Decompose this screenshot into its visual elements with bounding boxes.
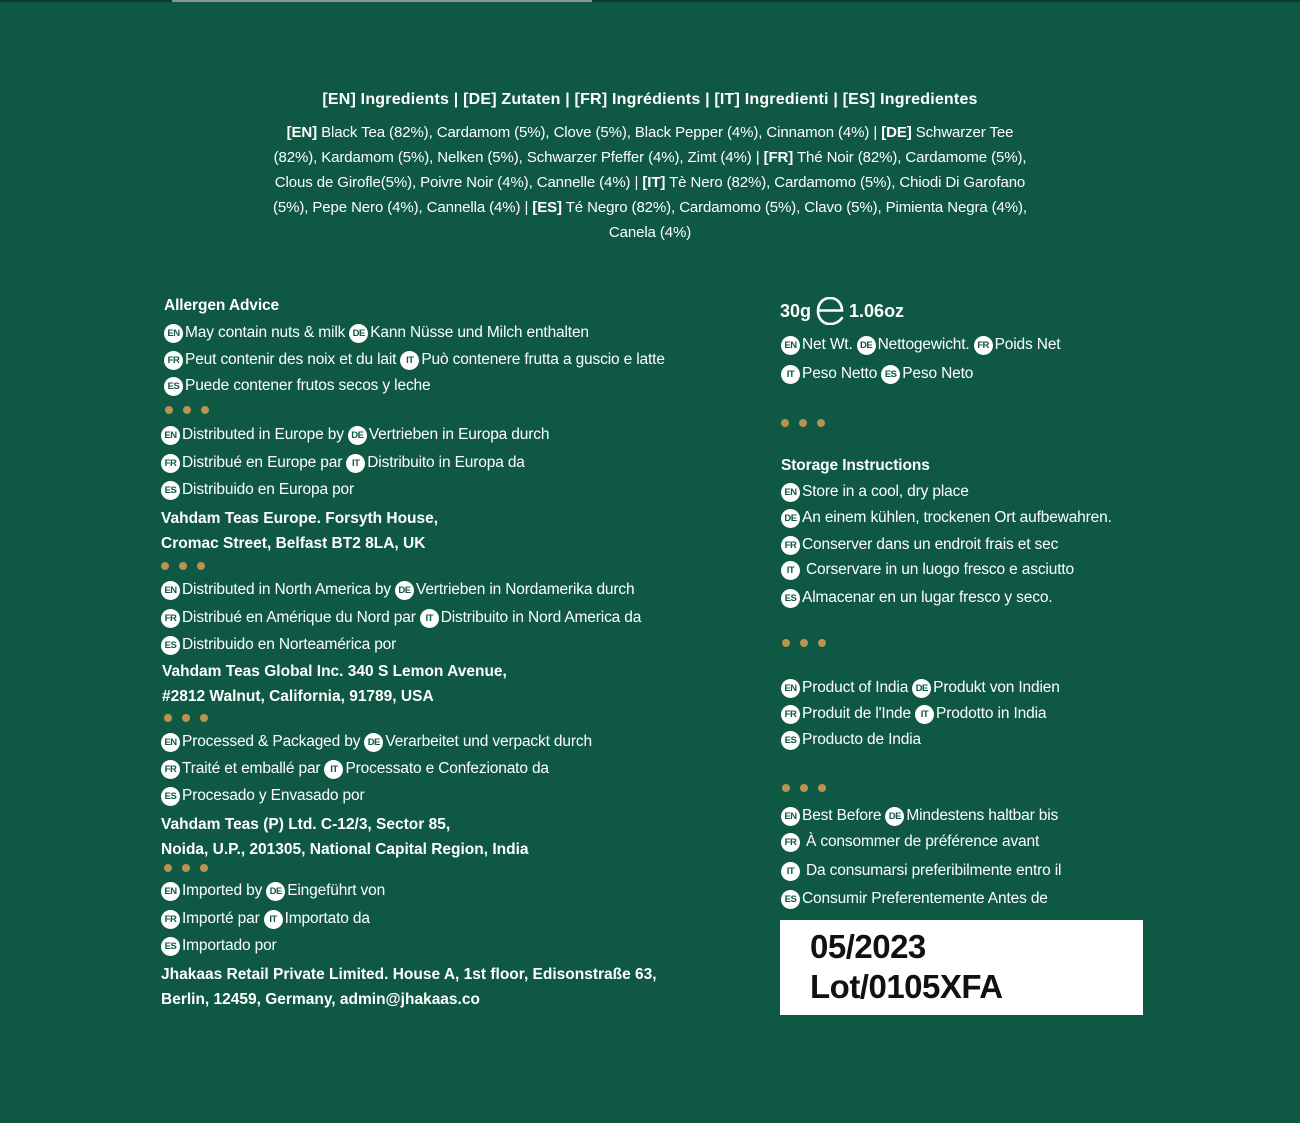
lang-badge-fr: FR xyxy=(161,609,180,628)
dist-na-it: Distribuito in Nord America da xyxy=(440,609,642,626)
lang-badge-de: DE xyxy=(885,807,904,826)
lang-badge-es: ES xyxy=(781,731,800,750)
processed-row-1 xyxy=(161,729,596,755)
lang-badge-fr: FR xyxy=(161,910,180,929)
storage-row-de xyxy=(781,505,1116,531)
allergen-de: Kann Nüsse und Milch enthalten xyxy=(370,324,589,341)
dist-europe-row-3 xyxy=(161,477,358,503)
processed-es: Procesado y Envasado por xyxy=(182,787,365,804)
lang-badge-it: IT xyxy=(781,365,800,384)
ingredients-code-es: [ES] xyxy=(532,199,562,216)
dist-na-row-1 xyxy=(161,577,639,603)
imported-row-3 xyxy=(161,933,281,959)
dist-europe-fr: Distribué en Europe par xyxy=(182,454,343,471)
origin-en: Product of India xyxy=(802,679,909,696)
dist-na-row-2 xyxy=(161,605,645,631)
batch-code-box xyxy=(780,920,1143,1015)
lang-badge-it: IT xyxy=(781,561,800,580)
processed-de: Verarbeitet und verpackt durch xyxy=(385,733,592,750)
dist-na-address xyxy=(162,659,507,709)
allergen-row-1 xyxy=(164,320,593,346)
dist-europe-en: Distributed in Europe by xyxy=(182,426,344,443)
allergen-row-3 xyxy=(164,373,434,399)
dist-na-en: Distributed in North America by xyxy=(182,581,391,598)
processed-en: Processed & Packaged by xyxy=(182,733,361,750)
net-weight-it: Peso Netto xyxy=(802,365,878,382)
ingredients-text xyxy=(270,120,1030,245)
net-weight-de: Nettogewicht. xyxy=(877,336,970,353)
lang-badge-fr: FR xyxy=(164,351,183,370)
dist-europe-it: Distribuito in Europa da xyxy=(367,454,525,471)
lang-badge-de: DE xyxy=(348,426,367,445)
best-before-row-it xyxy=(781,858,1065,884)
allergen-row-2 xyxy=(164,347,669,373)
lang-badge-fr: FR xyxy=(161,454,180,473)
dist-europe-row-2 xyxy=(161,450,529,476)
lang-badge-en: EN xyxy=(161,733,180,752)
origin-row-1 xyxy=(781,675,1064,701)
lang-badge-de: DE xyxy=(349,324,368,343)
dist-na-address-line-1: Vahdam Teas Global Inc. 340 S Lemon Avenue, xyxy=(162,663,507,680)
ingredients-code-de: [DE] xyxy=(881,124,912,141)
processed-row-2 xyxy=(161,756,553,782)
top-border-right xyxy=(592,0,1300,2)
lang-badge-fr: FR xyxy=(781,536,800,555)
lang-badge-en: EN xyxy=(161,581,180,600)
dist-europe-address-line-1: Vahdam Teas Europe. Forsyth House, xyxy=(161,510,439,527)
lang-badge-es: ES xyxy=(781,890,800,909)
net-weight-grams: 30g xyxy=(780,300,812,321)
origin-it: Prodotto in India xyxy=(936,705,1047,722)
storage-it: Corservare in un luogo fresco e asciutto xyxy=(806,561,1074,578)
ingredients-es: Té Negro (82%), Cardamomo (5%), Clavo (5%), Pimienta Negra (4%), Canela (4%) xyxy=(561,199,1028,241)
lang-badge-en: EN xyxy=(781,483,800,502)
separator-dots xyxy=(782,639,826,649)
lang-badge-de: DE xyxy=(781,509,800,528)
best-before-it: Da consumarsi preferibilmente entro il xyxy=(806,862,1062,879)
storage-row-it xyxy=(781,557,1078,583)
dist-europe-address-line-2: Cromac Street, Belfast BT2 8LA, UK xyxy=(161,535,426,552)
dist-na-address-line-2: #2812 Walnut, California, 91789, USA xyxy=(162,688,434,705)
imported-address xyxy=(161,962,657,1012)
dist-na-de: Vertrieben in Nordamerika durch xyxy=(416,581,635,598)
imported-es: Importado por xyxy=(182,937,277,954)
lang-badge-es: ES xyxy=(161,636,180,655)
separator-dots xyxy=(165,406,209,416)
best-before-en: Best Before xyxy=(802,807,882,824)
dist-na-row-3 xyxy=(161,632,400,658)
lang-badge-en: EN xyxy=(164,324,183,343)
origin-fr: Produit de l'Inde xyxy=(802,705,911,722)
best-before-de: Mindestens haltbar bis xyxy=(906,807,1059,824)
ingredients-fr: Thé Noir (82%), Cardamome (5%), Clous de Girofle(5%), Poivre Noir (4%), Cannelle (4%) | xyxy=(274,149,1027,191)
allergen-en: May contain nuts & milk xyxy=(185,324,346,341)
separator-dots xyxy=(164,714,208,724)
dist-europe-es: Distribuido en Europa por xyxy=(182,481,355,498)
best-before-row-fr xyxy=(781,829,1043,855)
separator-dots xyxy=(782,784,826,794)
ingredients-de: Schwarzer Tee (82%), Kardamom (5%), Nelken (5%), Schwarzer Pfeffer (4%), Zimt (4%) | xyxy=(273,124,1014,166)
lang-badge-it: IT xyxy=(400,351,419,370)
net-weight-row-2 xyxy=(781,361,977,387)
storage-fr: Conserver dans un endroit frais et sec xyxy=(802,536,1059,553)
net-weight-ounces: 1.06oz xyxy=(849,300,905,321)
ingredients-en: Black Tea (82%), Cardamom (5%), Clove (5%), Black Pepper (4%), Cinnamon (4%) | xyxy=(317,124,882,141)
lang-badge-en: EN xyxy=(161,426,180,445)
lang-badge-it: IT xyxy=(264,910,283,929)
imported-row-1 xyxy=(161,878,389,904)
origin-row-3 xyxy=(781,727,925,753)
processed-address-line-1: Vahdam Teas (P) Ltd. C-12/3, Sector 85, xyxy=(161,816,451,833)
estimated-sign-icon xyxy=(815,297,845,325)
separator-dots xyxy=(781,419,825,429)
top-border-highlight xyxy=(172,0,592,2)
lang-badge-fr: FR xyxy=(781,833,800,852)
best-before-row-es xyxy=(781,886,1052,912)
dist-europe-row-1 xyxy=(161,422,553,448)
storage-row-fr xyxy=(781,532,1062,558)
processed-address xyxy=(161,812,529,862)
lang-badge-it: IT xyxy=(781,862,800,881)
ingredients-it: Tè Nero (82%), Cardamomo (5%), Chiodi Di Garofano (5%), Pepe Nero (4%), Cannella (4%) | xyxy=(272,174,1026,216)
dist-na-es: Distribuido en Norteamérica por xyxy=(182,636,397,653)
storage-de: An einem kühlen, trockenen Ort aufbewahren. xyxy=(802,509,1112,526)
processed-address-line-2: Noida, U.P., 201305, National Capital Region, India xyxy=(161,841,529,858)
lang-badge-es: ES xyxy=(161,787,180,806)
imported-it: Importato da xyxy=(284,910,370,927)
imported-fr: Importé par xyxy=(182,910,260,927)
imported-row-2 xyxy=(161,906,374,932)
lang-badge-de: DE xyxy=(266,882,285,901)
best-before-date: 05/2023 xyxy=(810,928,926,965)
storage-en: Store in a cool, dry place xyxy=(802,483,969,500)
separator-dots xyxy=(164,864,208,874)
lang-badge-en: EN xyxy=(781,679,800,698)
imported-de: Eingeführt von xyxy=(287,882,386,899)
top-border-left xyxy=(0,0,172,2)
lang-badge-en: EN xyxy=(781,336,800,355)
imported-address-line-2: Berlin, 12459, Germany, admin@jhakaas.co xyxy=(161,991,480,1008)
imported-address-line-1: Jhakaas Retail Private Limited. House A, 1st floor, Edisonstraße 63, xyxy=(161,966,657,983)
best-before-es: Consumir Preferentemente Antes de xyxy=(802,890,1048,907)
processed-fr: Traité et emballé par xyxy=(182,760,321,777)
allergen-it: Può contenere frutta a guscio e latte xyxy=(421,351,665,368)
ingredients-code-fr: [FR] xyxy=(763,149,794,166)
lot-number: Lot/0105XFA xyxy=(810,968,1003,1005)
lang-badge-es: ES xyxy=(781,589,800,608)
dist-europe-de: Vertrieben in Europa durch xyxy=(368,426,550,443)
separator-dots xyxy=(161,562,205,572)
storage-title: Storage Instructions xyxy=(781,457,930,474)
ingredients-title: [EN] Ingredients | [DE] Zutaten | [FR] Ingrédients | [IT] Ingredienti | [ES] Ingredientes xyxy=(322,91,978,108)
lang-badge-de: DE xyxy=(857,336,876,355)
processed-it: Processato e Confezionato da xyxy=(345,760,549,777)
lang-badge-en: EN xyxy=(781,807,800,826)
processed-row-3 xyxy=(161,783,369,809)
lang-badge-es: ES xyxy=(881,365,900,384)
lang-badge-de: DE xyxy=(364,733,383,752)
lang-badge-fr: FR xyxy=(781,705,800,724)
net-weight xyxy=(780,296,904,326)
lang-badge-de: DE xyxy=(395,581,414,600)
lang-badge-fr: FR xyxy=(974,336,993,355)
lang-badge-it: IT xyxy=(915,705,934,724)
origin-row-2 xyxy=(781,701,1050,727)
imported-en: Imported by xyxy=(182,882,263,899)
ingredients-code-en: [EN] xyxy=(286,124,318,141)
storage-row-en xyxy=(781,479,973,505)
origin-de: Produkt von Indien xyxy=(933,679,1060,696)
ingredients-code-it: [IT] xyxy=(642,174,666,191)
allergen-fr: Peut contenir des noix et du lait xyxy=(185,351,397,368)
best-before-row-1 xyxy=(781,803,1062,829)
lang-badge-es: ES xyxy=(164,377,183,396)
net-weight-fr: Poids Net xyxy=(994,336,1061,353)
origin-es: Producto de India xyxy=(802,731,921,748)
storage-row-es xyxy=(781,585,1056,611)
lang-badge-de: DE xyxy=(912,679,931,698)
net-weight-es: Peso Neto xyxy=(902,365,974,382)
lang-badge-it: IT xyxy=(324,760,343,779)
allergen-es: Puede contener frutos secos y leche xyxy=(185,377,431,394)
lang-badge-it: IT xyxy=(420,609,439,628)
lang-badge-es: ES xyxy=(161,481,180,500)
allergen-title: Allergen Advice xyxy=(164,297,280,314)
best-before-fr: À consommer de préférence avant xyxy=(806,833,1040,850)
lang-badge-fr: FR xyxy=(161,760,180,779)
storage-es: Almacenar en un lugar fresco y seco. xyxy=(802,589,1053,606)
dist-na-fr: Distribué en Amérique du Nord par xyxy=(182,609,416,626)
lang-badge-es: ES xyxy=(161,937,180,956)
dist-europe-address xyxy=(161,506,438,556)
net-weight-en: Net Wt. xyxy=(802,336,853,353)
lang-badge-en: EN xyxy=(161,882,180,901)
net-weight-row-1 xyxy=(781,332,1064,358)
lang-badge-it: IT xyxy=(346,454,365,473)
